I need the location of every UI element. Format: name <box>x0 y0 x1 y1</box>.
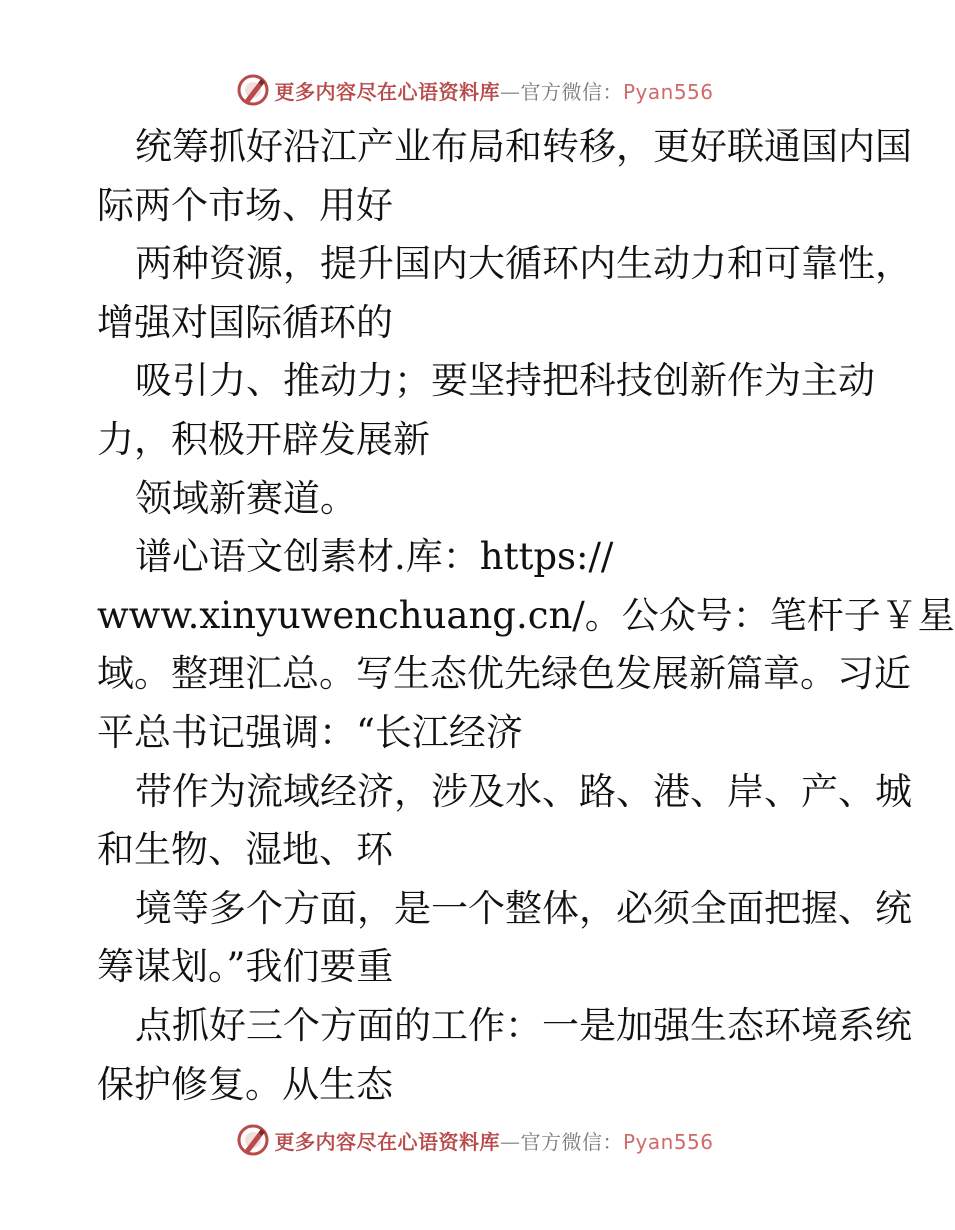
banner-wechat-id: Pyan556 <box>622 1129 714 1154</box>
banner-brand: 更多内容尽在心语资料库 <box>274 79 500 104</box>
banner-separator: — <box>499 1129 521 1154</box>
text-line: 筹谋划。”我们要重 <box>97 945 394 989</box>
banner-text <box>274 1126 713 1155</box>
text-line: 域。整理汇总。写生态优先绿色发展新篇章。习近 <box>97 652 911 696</box>
text-line: 际两个市场、用好 <box>97 183 393 227</box>
text-line: 保护修复。从生态 <box>97 1062 393 1106</box>
text-line: 领域新赛道。 <box>135 476 357 520</box>
banner-label: 官方微信： <box>520 1129 623 1154</box>
text-line: 境等多个方面，是一个整体，必须全面把握、统 <box>135 886 912 930</box>
header-watermark-banner <box>0 70 950 110</box>
text-line: 增强对国际循环的 <box>97 300 393 344</box>
banner-wechat-id: Pyan556 <box>622 79 714 104</box>
text-line: 带作为流域经济，涉及水、路、港、岸、产、城 <box>135 769 912 813</box>
text-line: 和生物、湿地、环 <box>97 828 393 872</box>
text-line: 吸引力、推动力；要坚持把科技创新作为主动 <box>135 359 875 403</box>
banner-label: 官方微信： <box>520 79 623 104</box>
text-line: 两种资源，提升国内大循环内生动力和可靠性， <box>135 242 912 286</box>
banner-brand: 更多内容尽在心语资料库 <box>274 1129 500 1154</box>
text-line: www.xinyuwenchuang.cn/。公众号：笔杆子￥星 <box>97 593 955 637</box>
banner-text <box>274 76 713 105</box>
text-line: 平总书记强调：“长江经济 <box>97 710 523 754</box>
footer-watermark-banner <box>0 1120 950 1160</box>
text-line: 点抓好三个方面的工作：一是加强生态环境系统 <box>135 1003 912 1047</box>
text-line: 力，积极开辟发展新 <box>97 417 430 461</box>
pen-logo-icon <box>236 1123 270 1157</box>
pen-logo-icon <box>236 73 270 107</box>
banner-separator: — <box>499 79 521 104</box>
text-line: 统筹抓好沿江产业布局和转移，更好联通国内国 <box>135 125 912 168</box>
text-line: 谱心语文创素材.库：https:// <box>135 535 614 579</box>
document-body <box>97 118 955 1114</box>
